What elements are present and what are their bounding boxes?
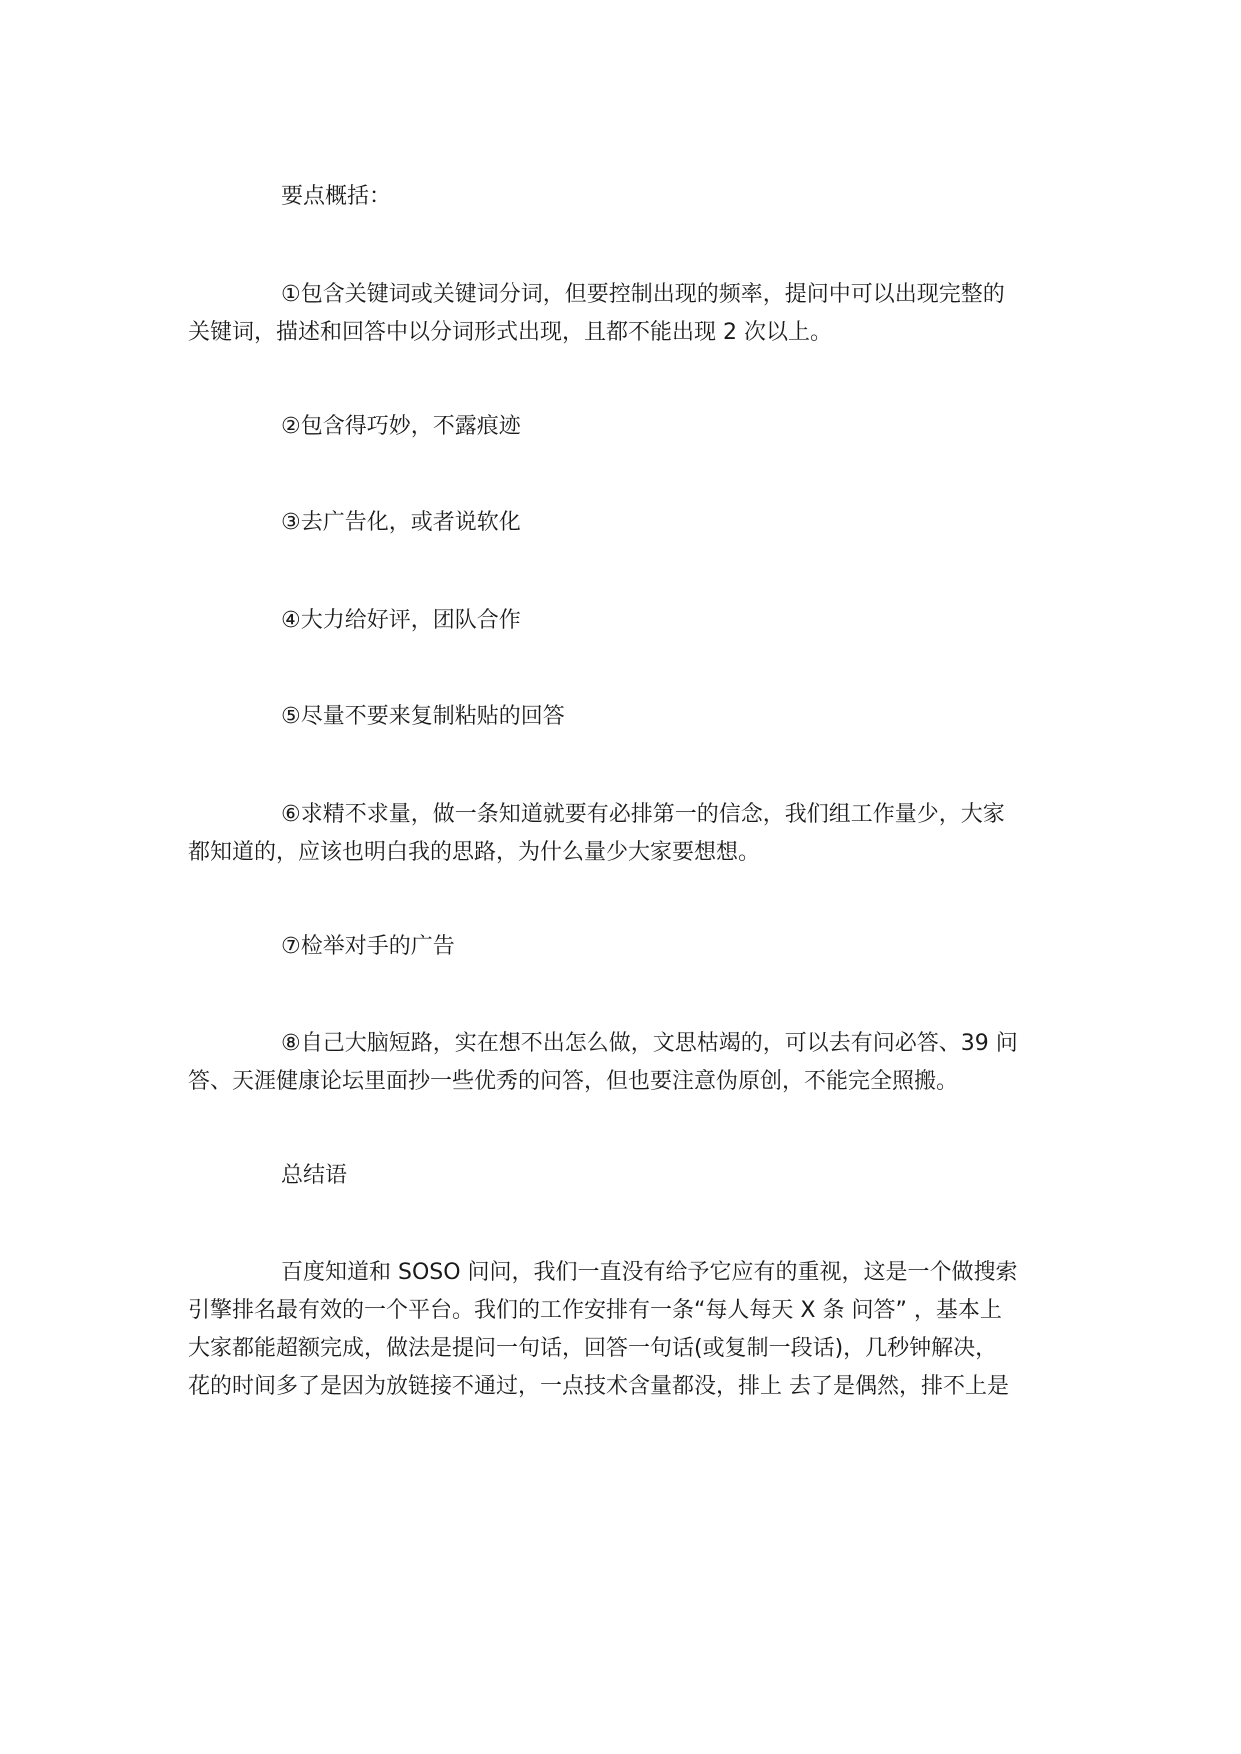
- conclusion-heading-text: 总结语: [281, 1163, 348, 1188]
- point-6-line-2: 都知道的，应该也明白我的思路，为什么量少大家要想想。: [188, 840, 761, 865]
- summary-heading-text: 要点概括：: [281, 184, 392, 209]
- point-3-line-1: ③去广告化，或者说软化: [281, 510, 521, 535]
- conclusion-line-1: 百度知道和 SOSO 问问，我们一直没有给予它应有的重视，这是一个做搜索: [281, 1260, 1018, 1285]
- point-8-line-1: ⑧自己大脑短路，实在想不出怎么做，文思枯竭的，可以去有问必答、39 问: [281, 1031, 1018, 1056]
- point-3: [188, 504, 1048, 542]
- point-5-line-1: ⑤尽量不要来复制粘贴的回答: [281, 704, 565, 729]
- point-6: [188, 796, 1048, 872]
- point-7: [188, 928, 1048, 966]
- conclusion-line-3: 大家都能超额完成，做法是提问一句话，回答一句话(或复制一段话)，几秒钟解决，: [188, 1336, 998, 1361]
- point-4: [188, 602, 1048, 640]
- conclusion-line-4: 花的时间多了是因为放链接不通过，一点技术含量都没，排上 去了是偶然，排不上是: [188, 1374, 1009, 1399]
- point-8-line-2: 答、天涯健康论坛里面抄一些优秀的问答，但也要注意伪原创，不能完全照搬。: [188, 1069, 959, 1094]
- summary-heading: [188, 178, 1048, 216]
- point-1-line-1: ①包含关键词或关键词分词，但要控制出现的频率，提问中可以出现完整的: [281, 282, 1005, 307]
- point-2-line-1: ②包含得巧妙，不露痕迹: [281, 414, 521, 439]
- conclusion-paragraph: [188, 1254, 1048, 1406]
- point-7-line-1: ⑦检举对手的广告: [281, 934, 455, 959]
- conclusion-heading: [188, 1157, 1048, 1195]
- point-8: [188, 1025, 1048, 1101]
- point-5: [188, 698, 1048, 736]
- point-1: [188, 276, 1048, 352]
- point-4-line-1: ④大力给好评，团队合作: [281, 608, 521, 633]
- point-1-line-2: 关键词，描述和回答中以分词形式出现，且都不能出现 2 次以上。: [188, 320, 832, 345]
- point-6-line-1: ⑥求精不求量，做一条知道就要有必排第一的信念，我们组工作量少，大家: [281, 802, 1005, 827]
- conclusion-line-2: 引擎排名最有效的一个平台。我们的工作安排有一条“每人每天 X 条 问答” ，基本上: [188, 1298, 1002, 1323]
- point-2: [188, 408, 1048, 446]
